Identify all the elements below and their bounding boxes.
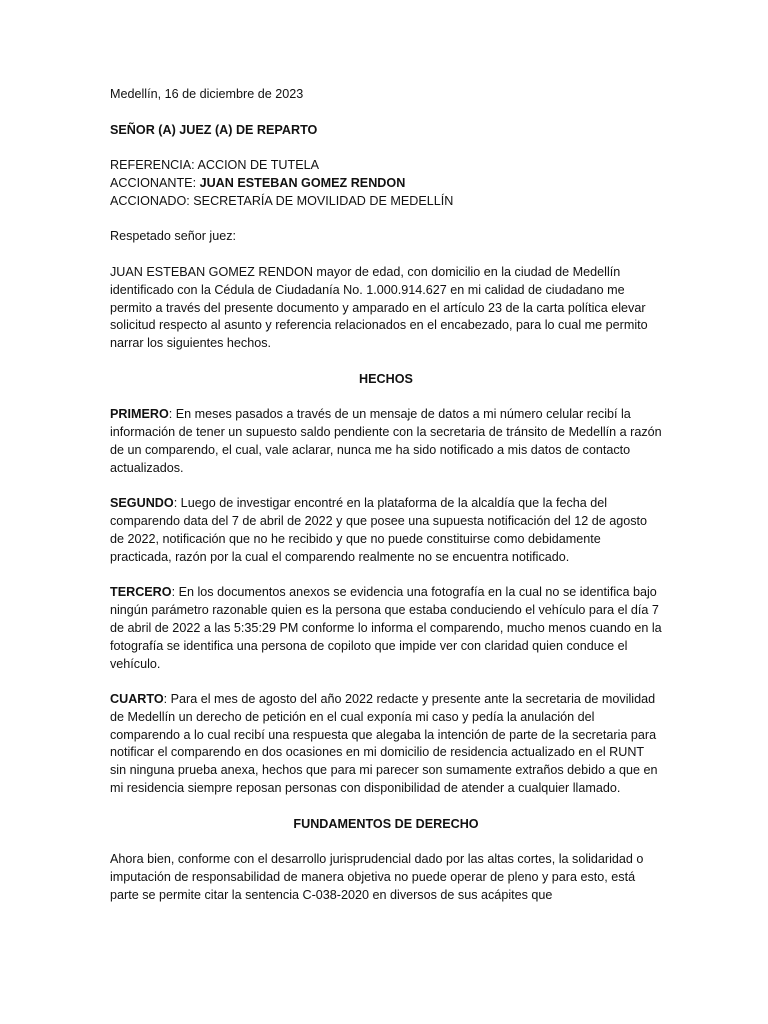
date-line: Medellín, 16 de diciembre de 2023	[110, 87, 304, 101]
hecho-label: TERCERO	[110, 585, 172, 600]
hecho-primero	[110, 406, 662, 477]
accionante-line	[110, 175, 662, 193]
hecho-label: CUARTO	[110, 692, 164, 707]
accionante-label: ACCIONANTE:	[110, 175, 200, 190]
hecho-cuarto	[110, 691, 662, 798]
reference-block	[110, 157, 662, 210]
fundamentos-paragraph: Ahora bien, conforme con el desarrollo jurisprudencial dado por las altas cortes, la solidaridad o imputación de responsabilidad de manera objetiva no puede operar de pleno y para esto, está parte se permite citar la sentencia C-038-2020 en diversos de sus acápites que	[110, 852, 644, 902]
hecho-text: : En meses pasados a través de un mensaje de datos a mi número celular recibí la información de tener un supuesto saldo pendiente con la secretaria de tránsito de Medellín a razón de un comparendo, el cual, vale aclarar, nunca me ha sido notificado a mis datos de contacto actualizados.	[110, 407, 662, 475]
hecho-label: PRIMERO	[110, 407, 169, 422]
addressee: SEÑOR (A) JUEZ (A) DE REPARTO	[110, 122, 318, 137]
hecho-text: : Para el mes de agosto del año 2022 redacte y presente ante la secretaria de movilidad de Medellín un derecho de petición en el cual exponía mi caso y pedía la anulación del comparendo a lo cual recibí una respuesta que alegaba la intención de parte de la secretaria para notificar el comparendo en dos ocasiones en mi domicilio de residencia actualizado en el RUNT sin ninguna prueba anexa, hechos que para mi parecer son sumamente extraños debido a que en mi residencia siempre reposan personas con disponibilidad de atender a cualquier llamado.	[110, 692, 658, 796]
hecho-label: SEGUNDO	[110, 496, 174, 511]
accionado-line: ACCIONADO: SECRETARÍA DE MOVILIDAD DE MEDELLÍN	[110, 193, 454, 208]
hechos-heading: HECHOS	[359, 371, 413, 386]
hecho-text: : Luego de investigar encontré en la plataforma de la alcaldía que la fecha del comparendo data del 7 de abril de 2022 y que posee una supuesta notificación del 12 de agosto de 2022, notificación que no he recibido y que no puede constituirse como debidamente practicada, razón por la cual el comparendo realmente no se encuentra notificado.	[110, 496, 648, 564]
salutation: Respetado señor juez:	[110, 229, 237, 244]
hecho-text: : En los documentos anexos se evidencia una fotografía en la cual no se identifica bajo ningún parámetro razonable quien es la persona que estaba conduciendo el vehículo para el día 7 de abril de 2022 a las 5:35:29 PM conforme lo informa el comparendo, mucho menos cuando en la fotografía se identifica una persona de copiloto que impide ver con claridad quien conduce el vehículo.	[110, 585, 662, 671]
fundamentos-heading: FUNDAMENTOS DE DERECHO	[293, 816, 479, 831]
reference-line: REFERENCIA: ACCION DE TUTELA	[110, 158, 320, 173]
intro-paragraph: JUAN ESTEBAN GOMEZ RENDON mayor de edad, con domicilio en la ciudad de Medellín identificado con la Cédula de Ciudadanía No. 1.000.914.627 en mi calidad de ciudadano me permito a través del presente documento y amparado en el artículo 23 de la carta política elevar solicitud respecto al asunto y referencia relacionados en el encabezado, para lo cual me permito narrar los siguientes hechos.	[110, 264, 648, 351]
hecho-segundo	[110, 495, 662, 566]
hecho-tercero	[110, 584, 662, 673]
document-page	[110, 86, 662, 905]
accionante-name: JUAN ESTEBAN GOMEZ RENDON	[199, 175, 406, 190]
